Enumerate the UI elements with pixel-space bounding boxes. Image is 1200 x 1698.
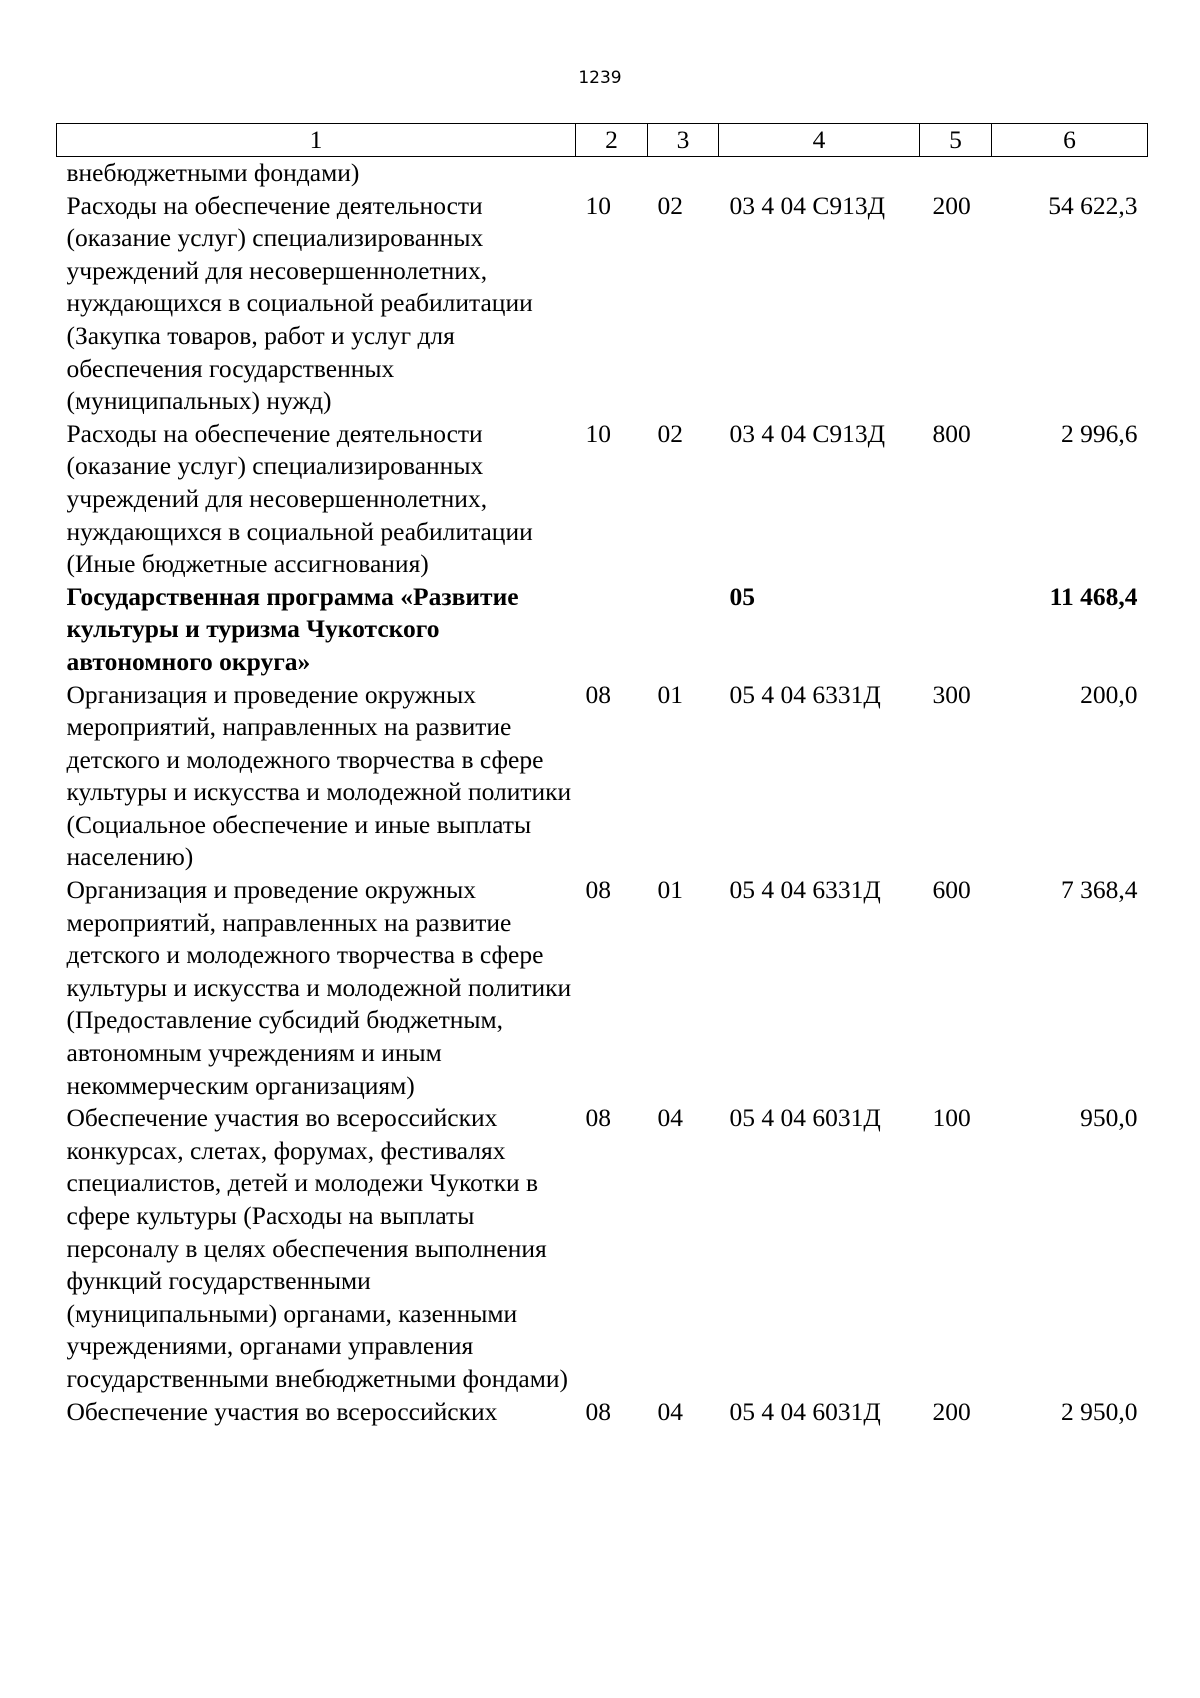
row-section — [576, 581, 648, 679]
row-subsection: 01 — [657, 875, 683, 905]
row-target-code: 03 4 04 С913Д — [729, 190, 886, 220]
row-target-code: 05 4 04 6331Д — [729, 875, 881, 905]
row-section: 08 — [585, 679, 611, 709]
row-target-code: 05 4 04 6031Д — [729, 1103, 881, 1133]
row-expense-type: 600 — [932, 875, 971, 905]
row-expense-type: 800 — [932, 418, 971, 448]
row-subsection: 02 — [657, 418, 683, 448]
row-subsection — [648, 157, 719, 190]
row-description: Организация и проведение окружных мероприятий, направленных на развитие детского и молодежного творчества в сфере культуры и искусства и молодежной политики (Социальное обеспечение и иные выплаты населению) — [66, 679, 572, 872]
page-number: 1239 — [578, 68, 622, 88]
row-section: 10 — [585, 418, 611, 448]
row-description: Обеспечение участия во всероссийских — [66, 1396, 498, 1426]
row-section — [576, 157, 648, 190]
header-col-5: 5 — [920, 124, 992, 157]
row-target-code: 05 4 04 6031Д — [729, 1396, 881, 1426]
row-target-code: 03 4 04 С913Д — [729, 418, 886, 448]
row-amount: 7 368,4 — [1061, 875, 1138, 905]
program-row — [57, 581, 1148, 679]
budget-table — [56, 123, 1148, 1428]
row-amount: 11 468,4 — [1049, 581, 1138, 611]
row-subsection: 04 — [657, 1396, 683, 1426]
row-target-code — [719, 157, 920, 190]
header-col-3: 3 — [648, 124, 719, 157]
table-header-row — [57, 124, 1148, 157]
row-description: Расходы на обеспечение деятельности (оказание услуг) специализированных учреждений для несовершеннолетних, нуждающихся в социальной реабилитации (Иные бюджетные ассигнования) — [66, 418, 533, 579]
row-section: 08 — [585, 1103, 611, 1133]
row-amount: 54 622,3 — [1048, 190, 1138, 220]
row-expense-type: 100 — [932, 1103, 971, 1133]
program-title: Государственная программа «Развитие культуры и туризма Чукотского автономного округа» — [66, 581, 519, 676]
table-row — [57, 418, 1148, 581]
row-subsection — [648, 581, 719, 679]
row-section: 10 — [585, 190, 611, 220]
table-row — [57, 874, 1148, 1102]
header-col-2: 2 — [576, 124, 648, 157]
row-target-code: 05 — [729, 581, 755, 611]
row-expense-type — [920, 581, 992, 679]
header-col-4: 4 — [719, 124, 920, 157]
row-subsection: 01 — [657, 679, 683, 709]
row-description: Обеспечение участия во всероссийских конкурсах, слетах, форумах, фестивалях специалистов, детей и молодежи Чукотки в сфере культуры (Расходы на выплаты персоналу в целях обеспечения выполнения функций государственными (муниципальными) органами, казенными учреждениями, органами управления государственными внебюджетными фондами) — [66, 1103, 569, 1393]
row-expense-type: 200 — [932, 190, 971, 220]
table-row — [57, 190, 1148, 418]
row-description: внебюджетными фондами) — [66, 158, 360, 187]
row-expense-type — [920, 157, 992, 190]
row-amount: 950,0 — [1080, 1103, 1138, 1133]
row-section: 08 — [585, 1396, 611, 1426]
row-amount: 200,0 — [1080, 679, 1138, 709]
row-amount — [992, 157, 1148, 190]
table-row — [57, 1396, 1148, 1429]
table-row — [57, 679, 1148, 875]
row-section: 08 — [585, 875, 611, 905]
row-expense-type: 300 — [932, 679, 971, 709]
row-amount: 2 996,6 — [1061, 418, 1138, 448]
header-col-6: 6 — [992, 124, 1148, 157]
table-row — [57, 1102, 1148, 1395]
row-description: Организация и проведение окружных мероприятий, направленных на развитие детского и молодежного творчества в сфере культуры и искусства и молодежной политики (Предоставление субсидий бюджетным, автономным учреждениям и иным некоммерческим организациям) — [66, 875, 572, 1100]
row-target-code: 05 4 04 6331Д — [729, 679, 881, 709]
row-subsection: 04 — [657, 1103, 683, 1133]
table-row — [57, 157, 1148, 190]
header-col-1: 1 — [57, 124, 576, 157]
row-expense-type: 200 — [932, 1396, 971, 1426]
row-description: Расходы на обеспечение деятельности (оказание услуг) специализированных учреждений для несовершеннолетних, нуждающихся в социальной реабилитации (Закупка товаров, работ и услуг для обеспечения государственных (муниципальных) нужд) — [66, 190, 533, 416]
row-subsection: 02 — [657, 190, 683, 220]
row-amount: 2 950,0 — [1061, 1396, 1138, 1426]
